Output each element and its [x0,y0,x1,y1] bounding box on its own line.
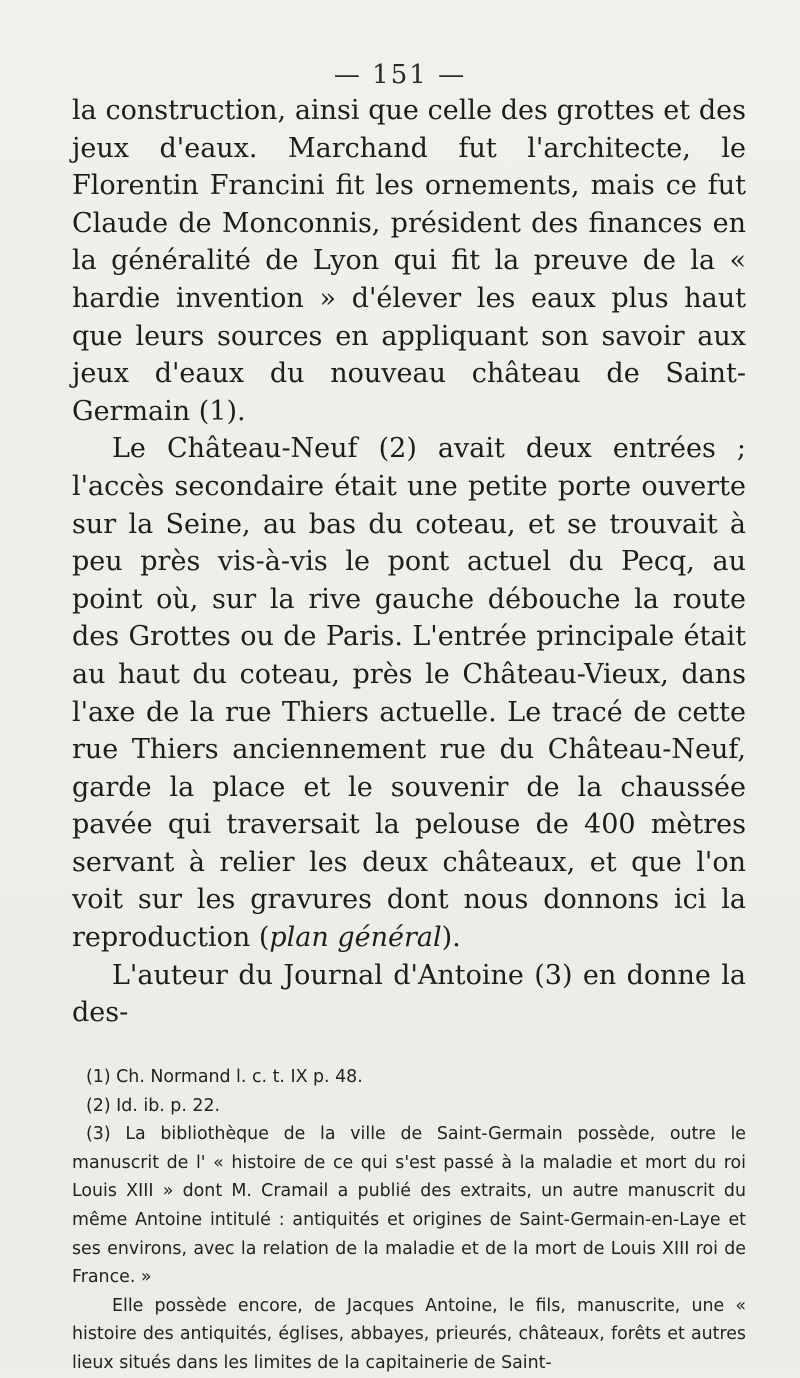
footnotes [72,1063,746,1378]
plan-general-italic: plan général [269,922,442,954]
footnote-1: (1) Ch. Normand l. c. t. IX p. 48. [86,1067,363,1087]
page-number: — 151 — [333,60,467,90]
paragraph-2 [72,430,746,956]
paragraph-3: L'auteur du Journal d'Antoine (3) en donne la des- [72,959,746,1029]
footnote-3-continued: Elle possède encore, de Jacques Antoine, le fils, manuscrite, une « histoire des antiquités, églises, abbayes, prieurés, châteaux, forêts et autres lieux situés dans les limites de la capitainerie de Saint- [72,1295,746,1373]
main-text [72,92,746,1032]
paragraph-1: la construction, ainsi que celle des grottes et des jeux d'eaux. Marchand fut l'architecte, le Florentin Francini fit les ornements, mais ce fut Claude de Monconnis, président des finances en la généralité de Lyon qui fit la preuve de la « hardie invention » d'élever les eaux plus haut que leurs sources en appliquant son savoir aux jeux d'eaux du nouveau château de Saint-Germain (1). [72,95,746,427]
footnote-2: (2) Id. ib. p. 22. [86,1095,221,1116]
footnote-3: (3) La bibliothèque de la ville de Saint-Germain possède, outre le manuscrit de l' « histoire de ce qui s'est passé à la maladie et mort du roi Louis XIII » dont M. Cramail a publié des extraits, un autre manuscrit du même Antoine intitulé : antiquités et origines de Saint-Germain-en-Laye et ses environs, avec la relation de la maladie et de la mort de Louis XIII roi de France. » [72,1124,746,1288]
paragraph-2-text: Le Château-Neuf (2) avait deux entrées ; l'accès secondaire était une petite porte ouverte sur la Seine, au bas du coteau, et se trouvait à peu près vis-à-vis le pont actuel du Pecq, au point où, sur la rive gauche débouche la route des Grottes ou de Paris. L'entrée principale était au haut du coteau, près le Château-Vieux, dans l'axe de la rue Thiers actuelle. Le tracé de cette rue Thiers anciennement rue du Château-Neuf, garde la place et le souvenir de la chaussée pavée qui traversait la pelouse de 400 mètres servant à relier les deux châteaux, et que l'on voit sur les gravures dont nous donnons ici la reproduction ( [72,433,746,954]
paragraph-2-end: ). [441,922,461,954]
